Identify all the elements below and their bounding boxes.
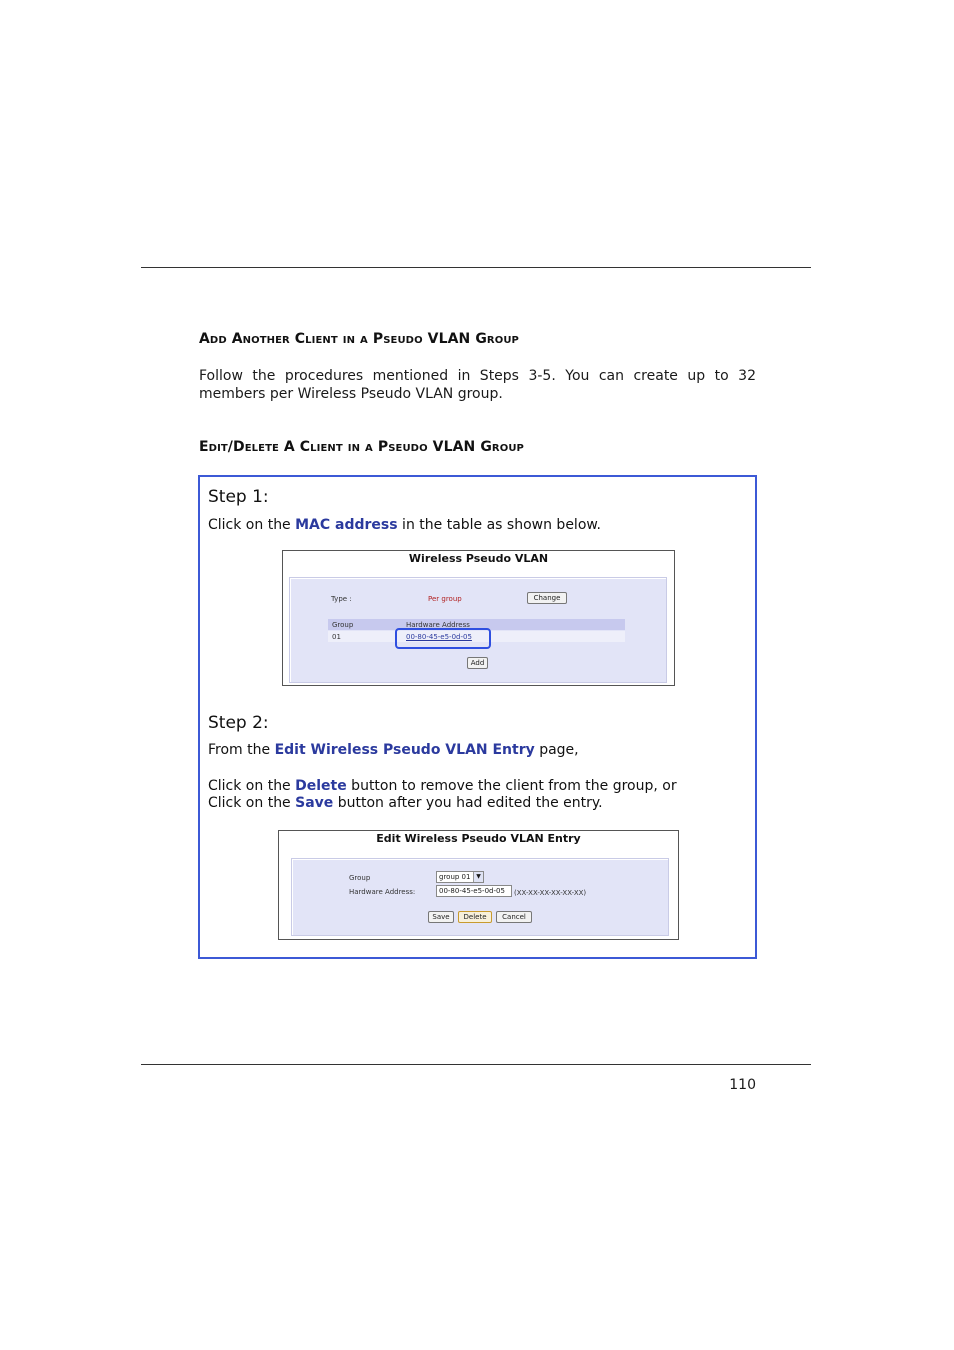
- screenshot1-panel: [289, 577, 667, 683]
- step1-text-after: in the table as shown below.: [397, 517, 602, 533]
- screenshot2-panel: [291, 858, 669, 936]
- wireless-pseudo-vlan-screenshot: [282, 550, 675, 686]
- delete-highlight: Delete: [295, 778, 347, 794]
- type-value: Per group: [428, 595, 462, 603]
- section-body-add: Follow the procedures mentioned in Steps 3-5. You can create up to 32 members per Wireless Pseudo VLAN group.: [199, 368, 756, 402]
- mac-address-link[interactable]: 00-80-45-e5-0d-05: [406, 633, 472, 641]
- col-group-header: Group: [332, 621, 354, 629]
- step2-line3-after: button after you had edited the entry.: [333, 795, 603, 811]
- type-label: Type :: [331, 595, 352, 603]
- step2-line2: [208, 778, 677, 795]
- chevron-down-icon: ▼: [473, 872, 483, 882]
- step2-title: Step 2:: [208, 713, 269, 733]
- row-group-value: 01: [332, 633, 341, 641]
- step2-line2-before: Click on the: [208, 778, 296, 794]
- step2-line2-after: button to remove the client from the group, or: [346, 778, 677, 794]
- group-select[interactable]: [436, 871, 484, 883]
- step1-text-before: Click on the: [208, 517, 296, 533]
- mac-address-highlight: MAC address: [295, 517, 398, 533]
- edit-entry-highlight: Edit Wireless Pseudo VLAN Entry: [274, 742, 535, 758]
- hw-format-hint: (XX-XX-XX-XX-XX-XX): [514, 889, 587, 897]
- section-heading-edit: Edit/Delete A Client in a Pseudo VLAN Group: [199, 439, 524, 455]
- screenshot1-title: Wireless Pseudo VLAN: [408, 552, 549, 565]
- save-button[interactable]: Save: [428, 911, 454, 923]
- top-rule: [141, 267, 811, 268]
- delete-button[interactable]: Delete: [458, 911, 492, 923]
- change-button[interactable]: Change: [527, 592, 567, 604]
- page-number: 110: [729, 1077, 756, 1093]
- cancel-button[interactable]: Cancel: [496, 911, 532, 923]
- steps-box: [198, 475, 757, 959]
- hw-address-input[interactable]: 00-80-45-e5-0d-05: [436, 885, 512, 897]
- step2-line3-before: Click on the: [208, 795, 296, 811]
- col-hw-header: Hardware Address: [406, 621, 470, 629]
- highlight-circle: [395, 628, 491, 649]
- hw-label: Hardware Address:: [349, 888, 416, 896]
- group-select-value: group 01: [439, 873, 471, 881]
- group-label: Group: [349, 874, 371, 882]
- step2-line1: [208, 742, 579, 759]
- section-heading-add: Add Another Client in a Pseudo VLAN Group: [199, 331, 519, 347]
- step1-text: [208, 517, 601, 534]
- step2-line3: [208, 795, 603, 812]
- save-highlight: Save: [295, 795, 334, 811]
- step2-line1-after: page,: [534, 742, 579, 758]
- edit-entry-screenshot: [278, 830, 679, 940]
- step1-title: Step 1:: [208, 487, 269, 507]
- bottom-rule: [141, 1064, 811, 1065]
- add-button[interactable]: Add: [467, 657, 488, 669]
- screenshot2-title: Edit Wireless Pseudo VLAN Entry: [376, 832, 581, 845]
- step2-line1-before: From the: [208, 742, 275, 758]
